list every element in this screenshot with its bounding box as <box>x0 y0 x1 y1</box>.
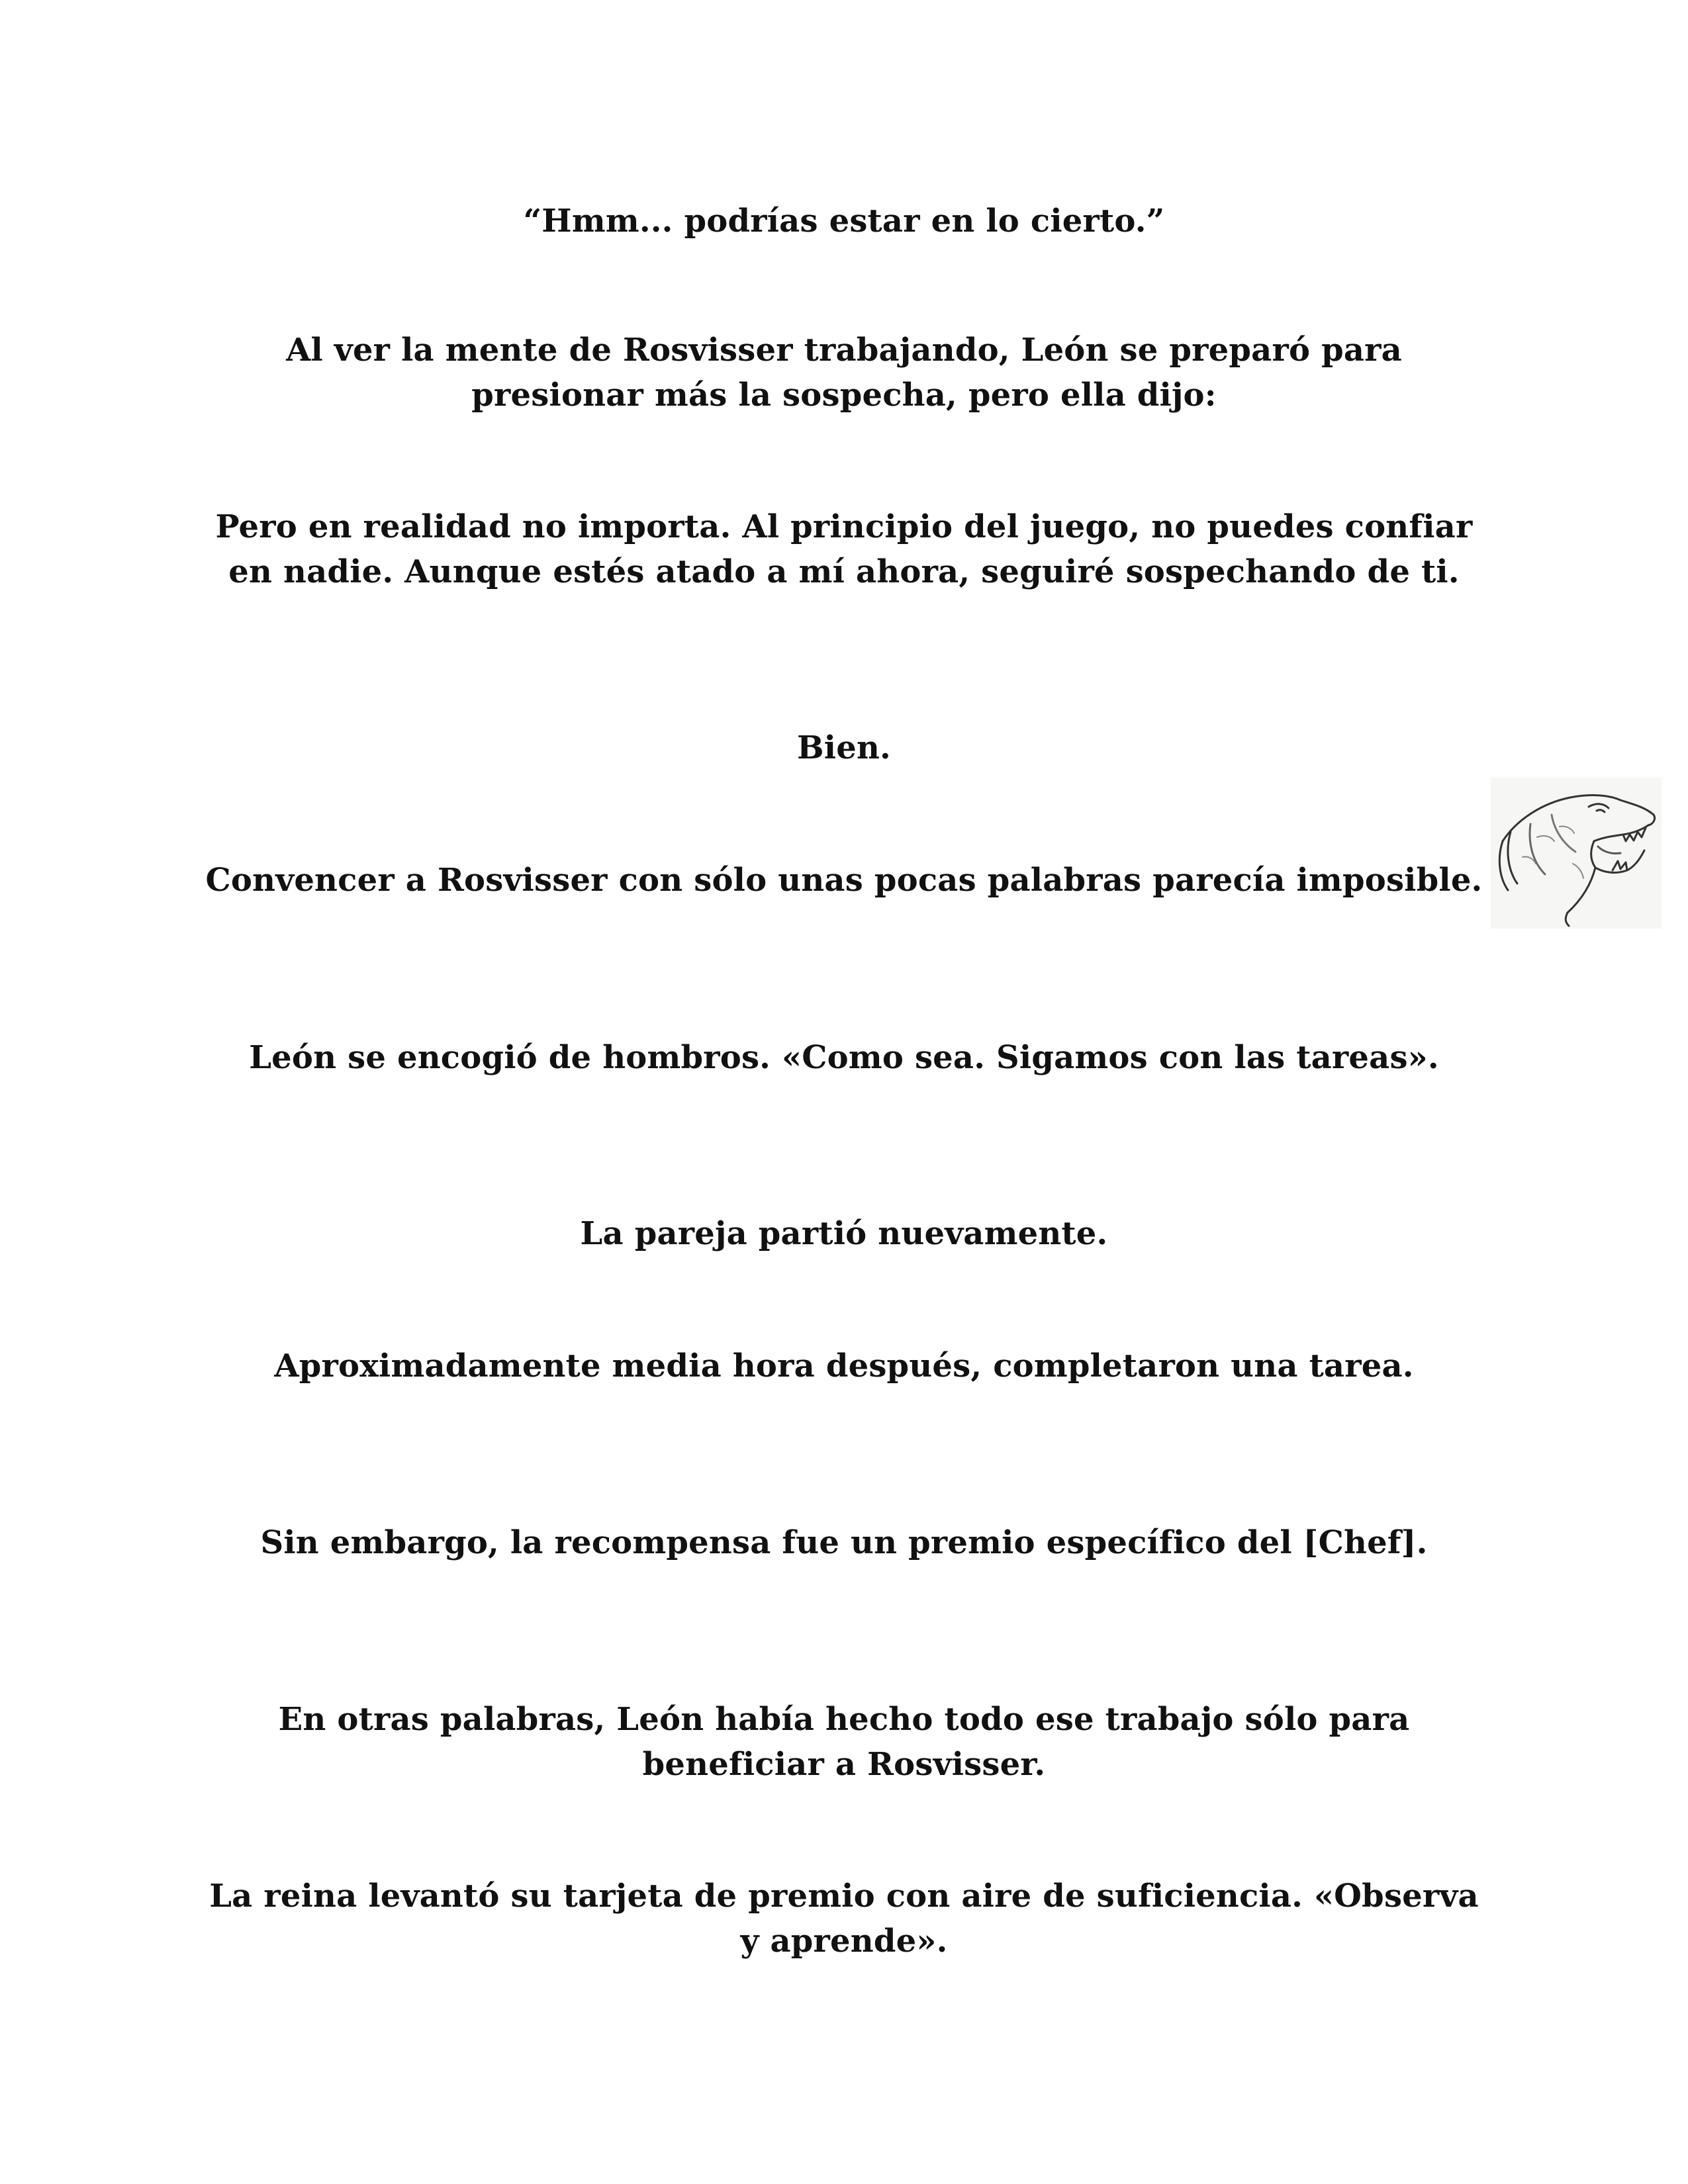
paragraph-3: Pero en realidad no importa. Al principio del juego, no puedes confiar en nadie. Aunque estés atado a mí ahora, seguiré sospechando de ti. <box>215 508 1473 590</box>
dinosaur-head-sketch-icon <box>1491 778 1662 929</box>
paragraph-7: La pareja partió nuevamente. <box>580 1215 1108 1252</box>
paragraph-5: Convencer a Rosvisser con sólo unas pocas palabras parecía imposible. <box>205 862 1483 899</box>
paragraph-6: León se encogió de hombros. «Como sea. Sigamos con las tareas». <box>249 1039 1439 1076</box>
paragraph-10: En otras palabras, León había hecho todo ese trabajo sólo para beneficiar a Rosvisser. <box>278 1701 1410 1783</box>
paragraph-4: Bien. <box>797 729 891 766</box>
paragraph-2: Al ver la mente de Rosvisser trabajando, León se preparó para presionar más la sospecha, pero ella dijo: <box>286 332 1402 414</box>
paragraph-9: Sin embargo, la recompensa fue un premio específico del [Chef]. <box>260 1524 1428 1561</box>
paragraph-1: “Hmm... podrías estar en lo cierto.” <box>523 203 1165 240</box>
paragraph-11: La reina levantó su tarjeta de premio con aire de suficiencia. «Observa y aprende». <box>209 1878 1479 1960</box>
paragraph-8: Aproximadamente media hora después, completaron una tarea. <box>274 1347 1414 1385</box>
